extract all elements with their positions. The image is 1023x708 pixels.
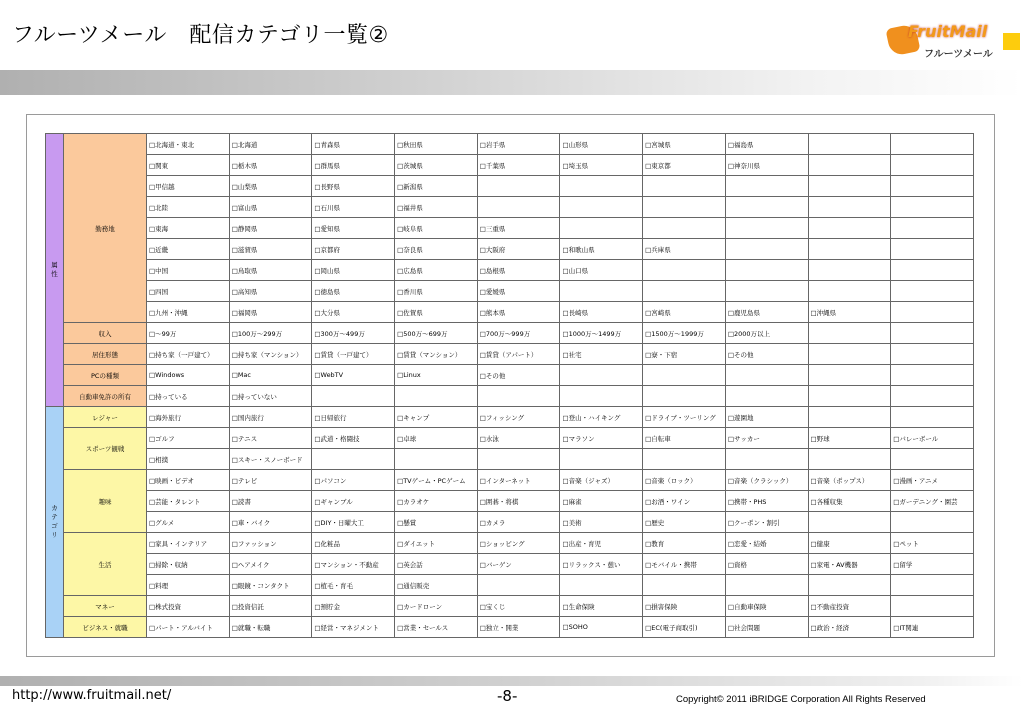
checkbox-option[interactable]: □千葉県 [477, 155, 560, 176]
empty-cell [808, 386, 891, 407]
empty-cell [725, 386, 808, 407]
empty-cell [808, 260, 891, 281]
empty-cell [808, 281, 891, 302]
checkbox-option[interactable]: □携帯・PHS [725, 491, 808, 512]
checkbox-option[interactable]: □資格 [725, 554, 808, 575]
empty-cell [395, 449, 478, 470]
checkbox-option[interactable]: □バーゲン [477, 554, 560, 575]
checkbox-option[interactable]: □700万～999万 [477, 323, 560, 344]
checkbox-option[interactable]: □相撲 [147, 449, 230, 470]
checkbox-option[interactable]: □関東 [147, 155, 230, 176]
checkbox-option[interactable]: □自動車保険 [725, 596, 808, 617]
empty-cell [808, 239, 891, 260]
checkbox-option[interactable]: □恋愛・結婚 [725, 533, 808, 554]
empty-cell [808, 407, 891, 428]
empty-cell [725, 365, 808, 386]
table-row [46, 449, 974, 470]
checkbox-option[interactable]: □群馬県 [312, 155, 395, 176]
checkbox-option[interactable]: □生命保険 [560, 596, 643, 617]
checkbox-option[interactable]: □社宅 [560, 344, 643, 365]
empty-cell [643, 260, 726, 281]
table-row [46, 197, 974, 218]
fruitmail-logo [888, 22, 998, 62]
checkbox-option[interactable]: □営業・セールス [395, 617, 478, 638]
checkbox-option[interactable]: □各種収集 [808, 491, 891, 512]
table-row [46, 218, 974, 239]
checkbox-option[interactable]: □滋賀県 [229, 239, 312, 260]
empty-cell [477, 176, 560, 197]
checkbox-option[interactable]: □フィッシング [477, 407, 560, 428]
checkbox-option[interactable]: □賃貸（アパート） [477, 344, 560, 365]
checkbox-option[interactable]: □IT関連 [891, 617, 974, 638]
category-label: PCの種類 [64, 365, 147, 386]
checkbox-option[interactable]: □日帰旅行 [312, 407, 395, 428]
checkbox-option[interactable]: □モバイル・携帯 [643, 554, 726, 575]
category-label: スポーツ観戦 [64, 428, 147, 470]
table-row [46, 281, 974, 302]
empty-cell [643, 281, 726, 302]
checkbox-option[interactable]: □投資信託 [229, 596, 312, 617]
checkbox-option[interactable]: □留学 [891, 554, 974, 575]
checkbox-option[interactable]: □歴史 [643, 512, 726, 533]
checkbox-option[interactable]: □持ち家（一戸建て） [147, 344, 230, 365]
empty-cell [643, 575, 726, 596]
table-row [46, 596, 974, 617]
checkbox-option[interactable]: □独立・開業 [477, 617, 560, 638]
checkbox-option[interactable]: □WebTV [312, 365, 395, 386]
category-label: 居住形態 [64, 344, 147, 365]
page-number: -8- [497, 687, 518, 705]
checkbox-option[interactable]: □預貯金 [312, 596, 395, 617]
checkbox-option[interactable]: □新潟県 [395, 176, 478, 197]
checkbox-option[interactable]: □福島県 [725, 134, 808, 155]
empty-cell [891, 365, 974, 386]
table-row [46, 386, 974, 407]
checkbox-option[interactable]: □漫画・アニメ [891, 470, 974, 491]
empty-cell [725, 239, 808, 260]
header-band [0, 70, 1023, 95]
checkbox-option[interactable]: □TVゲーム・PCゲーム [395, 470, 478, 491]
empty-cell [808, 344, 891, 365]
table-row [46, 491, 974, 512]
checkbox-option[interactable]: □キャンプ [395, 407, 478, 428]
checkbox-option[interactable]: □EC(電子商取引) [643, 617, 726, 638]
empty-cell [725, 260, 808, 281]
checkbox-option[interactable]: □持っていない [229, 386, 312, 407]
checkbox-option[interactable]: □掃除・収納 [147, 554, 230, 575]
checkbox-option[interactable]: □～99万 [147, 323, 230, 344]
empty-cell [560, 218, 643, 239]
checkbox-option[interactable]: □就職・転職 [229, 617, 312, 638]
empty-cell [725, 176, 808, 197]
table-row [46, 554, 974, 575]
checkbox-option[interactable]: □京都府 [312, 239, 395, 260]
checkbox-option[interactable]: □甲信越 [147, 176, 230, 197]
empty-cell [891, 155, 974, 176]
table-row [46, 134, 974, 155]
empty-cell [643, 176, 726, 197]
checkbox-option[interactable]: □持っている [147, 386, 230, 407]
checkbox-option[interactable]: □宮城県 [643, 134, 726, 155]
checkbox-option[interactable]: □島根県 [477, 260, 560, 281]
accent-square [1003, 33, 1020, 50]
checkbox-option[interactable]: □芸能・タレント [147, 491, 230, 512]
checkbox-option[interactable]: □神奈川県 [725, 155, 808, 176]
category-label: レジャー [64, 407, 147, 428]
checkbox-option[interactable]: □車・バイク [229, 512, 312, 533]
checkbox-option[interactable]: □山梨県 [229, 176, 312, 197]
checkbox-option[interactable]: □Windows [147, 365, 230, 386]
checkbox-option[interactable]: □美術 [560, 512, 643, 533]
checkbox-option[interactable]: □広島県 [395, 260, 478, 281]
empty-cell [643, 449, 726, 470]
checkbox-option[interactable]: □植毛・育毛 [312, 575, 395, 596]
group-label [46, 407, 64, 638]
checkbox-option[interactable]: □東海 [147, 218, 230, 239]
checkbox-option[interactable]: □近畿 [147, 239, 230, 260]
checkbox-option[interactable]: □北海道・東北 [147, 134, 230, 155]
checkbox-option[interactable]: □賃貸（一戸建て） [312, 344, 395, 365]
empty-cell [808, 218, 891, 239]
category-label: 趣味 [64, 470, 147, 533]
empty-cell [808, 512, 891, 533]
empty-cell [477, 386, 560, 407]
checkbox-option[interactable]: □ギャンブル [312, 491, 395, 512]
checkbox-option[interactable]: □通信販売 [395, 575, 478, 596]
checkbox-option[interactable]: □福井県 [395, 197, 478, 218]
checkbox-option[interactable]: □500万～699万 [395, 323, 478, 344]
table-row [46, 239, 974, 260]
checkbox-option[interactable]: □教育 [643, 533, 726, 554]
table-row [46, 323, 974, 344]
checkbox-option[interactable]: □その他 [725, 344, 808, 365]
table-row [46, 407, 974, 428]
empty-cell [891, 323, 974, 344]
empty-cell [891, 197, 974, 218]
category-label: 収入 [64, 323, 147, 344]
checkbox-option[interactable]: □インターネット [477, 470, 560, 491]
empty-cell [477, 197, 560, 218]
empty-cell [725, 281, 808, 302]
checkbox-option[interactable]: □300万～499万 [312, 323, 395, 344]
checkbox-option[interactable]: □100万～299万 [229, 323, 312, 344]
table-row [46, 428, 974, 449]
empty-cell [891, 596, 974, 617]
checkbox-option[interactable]: □鳥取県 [229, 260, 312, 281]
empty-cell [643, 365, 726, 386]
empty-cell [808, 575, 891, 596]
checkbox-option[interactable]: □音楽（クラシック） [725, 470, 808, 491]
checkbox-option[interactable]: □徳島県 [312, 281, 395, 302]
checkbox-option[interactable]: □佐賀県 [395, 302, 478, 323]
checkbox-option[interactable]: □お酒・ワイン [643, 491, 726, 512]
empty-cell [808, 155, 891, 176]
checkbox-option[interactable]: □沖縄県 [808, 302, 891, 323]
checkbox-option[interactable]: □奈良県 [395, 239, 478, 260]
checkbox-option[interactable]: □麻雀 [560, 491, 643, 512]
page-title: フルーツメール 配信カテゴリ一覧② [12, 23, 389, 48]
checkbox-option[interactable]: □サッカー [725, 428, 808, 449]
checkbox-option[interactable]: □懸賞 [395, 512, 478, 533]
category-label: ビジネス・就職 [64, 617, 147, 638]
checkbox-option[interactable]: □グルメ [147, 512, 230, 533]
checkbox-option[interactable]: □ゴルフ [147, 428, 230, 449]
checkbox-option[interactable]: □秋田県 [395, 134, 478, 155]
category-table [45, 133, 974, 638]
checkbox-option[interactable]: □不動産投資 [808, 596, 891, 617]
empty-cell [312, 386, 395, 407]
checkbox-option[interactable]: □バレーボール [891, 428, 974, 449]
checkbox-option[interactable]: □カラオケ [395, 491, 478, 512]
empty-cell [725, 218, 808, 239]
checkbox-option[interactable]: □鹿児島県 [725, 302, 808, 323]
empty-cell [808, 449, 891, 470]
checkbox-option[interactable]: □石川県 [312, 197, 395, 218]
copyright: Copyright© 2011 iBRIDGE Corporation All Rights Reserved [676, 694, 926, 705]
checkbox-option[interactable]: □経営・マネジメント [312, 617, 395, 638]
empty-cell [643, 386, 726, 407]
checkbox-option[interactable]: □テニス [229, 428, 312, 449]
table-row [46, 470, 974, 491]
checkbox-option[interactable]: □岐阜県 [395, 218, 478, 239]
checkbox-option[interactable]: □三重県 [477, 218, 560, 239]
checkbox-option[interactable]: □英会話 [395, 554, 478, 575]
checkbox-option[interactable]: □山口県 [560, 260, 643, 281]
checkbox-option[interactable]: □兵庫県 [643, 239, 726, 260]
empty-cell [395, 386, 478, 407]
checkbox-option[interactable]: □DIY・日曜大工 [312, 512, 395, 533]
empty-cell [725, 449, 808, 470]
checkbox-option[interactable]: □ダイエット [395, 533, 478, 554]
checkbox-option[interactable]: □北陸 [147, 197, 230, 218]
checkbox-option[interactable]: □その他 [477, 365, 560, 386]
empty-cell [891, 239, 974, 260]
empty-cell [560, 365, 643, 386]
empty-cell [477, 575, 560, 596]
empty-cell [560, 575, 643, 596]
checkbox-option[interactable]: □東京都 [643, 155, 726, 176]
category-label: 自動車免許の所有 [64, 386, 147, 407]
checkbox-option[interactable]: □株式投資 [147, 596, 230, 617]
empty-cell [891, 302, 974, 323]
checkbox-option[interactable]: □愛媛県 [477, 281, 560, 302]
empty-cell [560, 176, 643, 197]
group-label-text: 属性 [51, 261, 58, 278]
checkbox-option[interactable]: □武道・格闘技 [312, 428, 395, 449]
checkbox-option[interactable]: □中国 [147, 260, 230, 281]
checkbox-option[interactable]: □登山・ハイキング [560, 407, 643, 428]
checkbox-option[interactable]: □熊本県 [477, 302, 560, 323]
checkbox-option[interactable]: □ファッション [229, 533, 312, 554]
table-row [46, 176, 974, 197]
empty-cell [891, 281, 974, 302]
empty-cell [725, 197, 808, 218]
empty-cell [891, 512, 974, 533]
empty-cell [891, 260, 974, 281]
empty-cell [477, 449, 560, 470]
checkbox-option[interactable]: □国内旅行 [229, 407, 312, 428]
empty-cell [808, 323, 891, 344]
empty-cell [808, 365, 891, 386]
checkbox-option[interactable]: □政治・経済 [808, 617, 891, 638]
table-row [46, 617, 974, 638]
empty-cell [312, 449, 395, 470]
checkbox-option[interactable]: □マラソン [560, 428, 643, 449]
empty-cell [891, 344, 974, 365]
checkbox-option[interactable]: □卓球 [395, 428, 478, 449]
checkbox-option[interactable]: □スキー・スノーボード [229, 449, 312, 470]
checkbox-option[interactable]: □出産・育児 [560, 533, 643, 554]
checkbox-option[interactable]: □寮・下宿 [643, 344, 726, 365]
empty-cell [643, 218, 726, 239]
empty-cell [891, 176, 974, 197]
table-row [46, 533, 974, 554]
checkbox-option[interactable]: □大阪府 [477, 239, 560, 260]
checkbox-option[interactable]: □北海道 [229, 134, 312, 155]
checkbox-option[interactable]: □長崎県 [560, 302, 643, 323]
checkbox-option[interactable]: □カードローン [395, 596, 478, 617]
empty-cell [560, 449, 643, 470]
category-label: 勤務地 [64, 134, 147, 323]
checkbox-option[interactable]: □社会問題 [725, 617, 808, 638]
checkbox-option[interactable]: □岩手県 [477, 134, 560, 155]
footer-url[interactable]: http://www.fruitmail.net/ [12, 688, 172, 703]
empty-cell [808, 134, 891, 155]
checkbox-option[interactable]: □宝くじ [477, 596, 560, 617]
table-row [46, 575, 974, 596]
checkbox-option[interactable]: □野球 [808, 428, 891, 449]
checkbox-option[interactable]: □パソコン [312, 470, 395, 491]
logo-text: FruitMail [908, 22, 988, 41]
checkbox-option[interactable]: □和歌山県 [560, 239, 643, 260]
empty-cell [891, 134, 974, 155]
empty-cell [891, 218, 974, 239]
checkbox-option[interactable]: □福岡県 [229, 302, 312, 323]
empty-cell [560, 281, 643, 302]
group-label-text: カテゴリ [51, 504, 58, 539]
empty-cell [725, 575, 808, 596]
table-row [46, 512, 974, 533]
checkbox-option[interactable]: □茨城県 [395, 155, 478, 176]
empty-cell [808, 176, 891, 197]
checkbox-option[interactable]: □水泳 [477, 428, 560, 449]
checkbox-option[interactable]: □カメラ [477, 512, 560, 533]
empty-cell [643, 197, 726, 218]
checkbox-option[interactable]: □テレビ [229, 470, 312, 491]
checkbox-option[interactable]: □愛知県 [312, 218, 395, 239]
checkbox-option[interactable]: □リラックス・憩い [560, 554, 643, 575]
checkbox-option[interactable]: □富山県 [229, 197, 312, 218]
checkbox-option[interactable]: □高知県 [229, 281, 312, 302]
table-row [46, 344, 974, 365]
checkbox-option[interactable]: □香川県 [395, 281, 478, 302]
checkbox-option[interactable]: □料理 [147, 575, 230, 596]
checkbox-option[interactable]: □ペット [891, 533, 974, 554]
checkbox-option[interactable]: □静岡県 [229, 218, 312, 239]
checkbox-option[interactable]: □海外旅行 [147, 407, 230, 428]
logo-subtext: フルーツメール [924, 49, 993, 60]
empty-cell [891, 386, 974, 407]
checkbox-option[interactable]: □埼玉県 [560, 155, 643, 176]
checkbox-option[interactable]: □ヘアメイク [229, 554, 312, 575]
empty-cell [560, 197, 643, 218]
checkbox-option[interactable]: □音楽（ポップス） [808, 470, 891, 491]
checkbox-option[interactable]: □損害保険 [643, 596, 726, 617]
checkbox-option[interactable]: □眼鏡・コンタクト [229, 575, 312, 596]
table-row [46, 365, 974, 386]
checkbox-option[interactable]: □青森県 [312, 134, 395, 155]
checkbox-option[interactable]: □囲碁・将棋 [477, 491, 560, 512]
footer-band [0, 676, 1023, 686]
checkbox-option[interactable]: □家具・インテリア [147, 533, 230, 554]
checkbox-option[interactable]: □家電・AV機器 [808, 554, 891, 575]
checkbox-option[interactable]: □クーポン・割引 [725, 512, 808, 533]
checkbox-option[interactable]: □ドライブ・ツーリング [643, 407, 726, 428]
checkbox-option[interactable]: □栃木県 [229, 155, 312, 176]
checkbox-option[interactable]: □岡山県 [312, 260, 395, 281]
table-row [46, 155, 974, 176]
checkbox-option[interactable]: □化粧品 [312, 533, 395, 554]
checkbox-option[interactable]: □Linux [395, 365, 478, 386]
checkbox-option[interactable]: □読書 [229, 491, 312, 512]
category-label: 生活 [64, 533, 147, 596]
checkbox-option[interactable]: □1500万～1999万 [643, 323, 726, 344]
checkbox-option[interactable]: □2000万以上 [725, 323, 808, 344]
checkbox-option[interactable]: □ショッピング [477, 533, 560, 554]
checkbox-option[interactable]: □パート・アルバイト [147, 617, 230, 638]
checkbox-option[interactable]: □遊園地 [725, 407, 808, 428]
checkbox-option[interactable]: □宮崎県 [643, 302, 726, 323]
checkbox-option[interactable]: □Mac [229, 365, 312, 386]
checkbox-option[interactable]: □マンション・不動産 [312, 554, 395, 575]
empty-cell [808, 197, 891, 218]
checkbox-option[interactable]: □音楽（ジャズ） [560, 470, 643, 491]
checkbox-option[interactable]: □SOHO [560, 617, 643, 638]
empty-cell [891, 575, 974, 596]
checkbox-option[interactable]: □自転車 [643, 428, 726, 449]
table-row [46, 260, 974, 281]
group-label [46, 134, 64, 407]
checkbox-option[interactable]: □映画・ビデオ [147, 470, 230, 491]
checkbox-option[interactable]: □賃貸（マンション） [395, 344, 478, 365]
checkbox-option[interactable]: □長野県 [312, 176, 395, 197]
empty-cell [560, 386, 643, 407]
checkbox-option[interactable]: □山形県 [560, 134, 643, 155]
table-row [46, 302, 974, 323]
empty-cell [891, 407, 974, 428]
checkbox-option[interactable]: □1000万～1499万 [560, 323, 643, 344]
checkbox-option[interactable]: □九州・沖縄 [147, 302, 230, 323]
category-label: マネー [64, 596, 147, 617]
empty-cell [891, 449, 974, 470]
checkbox-option[interactable]: □健康 [808, 533, 891, 554]
checkbox-option[interactable]: □音楽（ロック） [643, 470, 726, 491]
checkbox-option[interactable]: □四国 [147, 281, 230, 302]
checkbox-option[interactable]: □持ち家（マンション） [229, 344, 312, 365]
checkbox-option[interactable]: □ガーデニング・園芸 [891, 491, 974, 512]
checkbox-option[interactable]: □大分県 [312, 302, 395, 323]
